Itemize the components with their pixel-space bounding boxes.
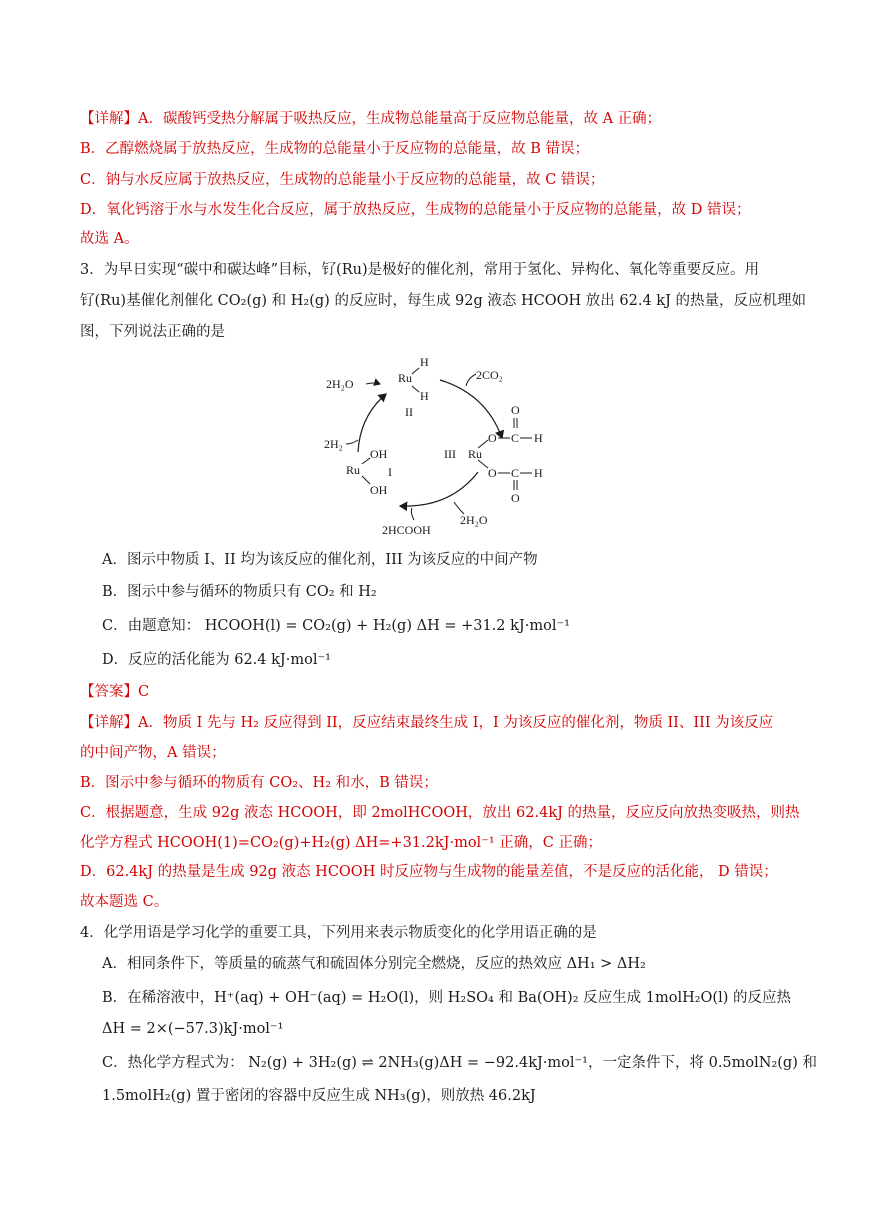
q4-option-b: B．在稀溶液中，H⁺(aq) + OH⁻(aq) = H₂O(l)，则 H₂SO₄ 和 Ba(OH)₂ 反应生成 1molH₂O(l) 的反应热 bbox=[102, 990, 791, 1006]
ru-left: Ru bbox=[346, 463, 361, 477]
q3-line2: 钌(Ru)基催化剂催化 CO₂(g) 和 H₂(g) 的反应时，每生成 92g 液态 HCOOH 放出 62.4 kJ 的热量，反应机理如 bbox=[80, 293, 806, 309]
ru-right: Ru bbox=[468, 447, 483, 461]
oh-2: OH bbox=[370, 483, 388, 497]
label-2hcooh: 2HCOOH bbox=[382, 523, 431, 537]
explain1-d: D．氧化钙溶于水与水发生化合反应，属于放热反应，生成物的总能量小于反应物的总能量，故 D 错误； bbox=[80, 202, 751, 218]
o-bot: O bbox=[511, 491, 520, 505]
h-bot: H bbox=[534, 466, 543, 480]
h-top-1: H bbox=[420, 355, 429, 369]
q3-explain-3b: 化学方程式 HCOOH(1)=CO₂(g)+H₂(g) ΔH=+31.2kJ·mol⁻¹ 正确，C 正确； bbox=[80, 835, 602, 851]
h-top: H bbox=[534, 431, 543, 445]
explain1-c: C．钠与水反应属于放热反应，生成物的总能量小于反应物的总能量，故 C 错误； bbox=[80, 172, 605, 188]
o-top: O bbox=[511, 403, 520, 417]
label-III: III bbox=[444, 447, 456, 461]
explain1-a: 【详解】A．碳酸钙受热分解属于吸热反应，生成物总能量高于反应物总能量，故 A 正确； bbox=[80, 111, 662, 127]
q3-answer: 【答案】C bbox=[80, 684, 150, 700]
q4-option-a: A．相同条件下，等质量的硫蒸气和硫固体分别完全燃烧，反应的热效应 ΔH₁ > ΔH₂ bbox=[102, 956, 646, 972]
c-top: C bbox=[511, 431, 520, 445]
q3-option-b: B．图示中参与循环的物质只有 CO₂ 和 H₂ bbox=[102, 584, 377, 600]
q3-option-a: A．图示中物质 I、II 均为该反应的催化剂，III 为该反应的中间产物 bbox=[102, 552, 538, 568]
explain1-b: B．乙醇燃烧属于放热反应，生成物的总能量小于反应物的总能量，故 B 错误； bbox=[80, 141, 590, 157]
q3-option-d: D．反应的活化能为 62.4 kJ·mol⁻¹ bbox=[102, 652, 331, 668]
q4-option-c-2: 1.5molH₂(g) 置于密闭的容器中反应生成 NH₃(g)，则放热 46.2kJ bbox=[102, 1088, 536, 1104]
q3-option-c: C．由题意知： HCOOH(l) = CO₂(g) + H₂(g) ΔH = +31.2 kJ·mol⁻¹ bbox=[102, 618, 570, 634]
q4-line1: 4．化学用语是学习化学的重要工具，下列用来表示物质变化的化学用语正确的是 bbox=[80, 925, 597, 941]
label-2co2: 2CO₂ bbox=[476, 368, 503, 382]
o-link-bot: O bbox=[488, 466, 497, 480]
h-top-2: H bbox=[420, 389, 429, 403]
q3-line3: 图，下列说法正确的是 bbox=[80, 324, 225, 340]
ru-top: Ru bbox=[398, 371, 413, 385]
o-link-top: O bbox=[488, 431, 497, 445]
oh-1: OH bbox=[370, 447, 388, 461]
q3-explain-3: C．根据题意，生成 92g 液态 HCOOH，即 2molHCOOH，放出 62.4kJ 的热量，反应反向放热变吸热，则热 bbox=[80, 805, 800, 821]
c-bot: C bbox=[511, 466, 520, 480]
label-II: II bbox=[405, 405, 413, 419]
q3-explain-1: 【详解】A．物质 I 先与 H₂ 反应得到 II，反应结束最终生成 I，I 为该反应的催化剂，物质 II、III 为该反应 bbox=[80, 715, 774, 731]
label-I: I bbox=[388, 465, 392, 479]
label-2h2o-left: 2H₂O bbox=[326, 377, 354, 391]
q3-explain-5: 故本题选 C。 bbox=[80, 894, 169, 910]
q4-option-c: C．热化学方程式为： N₂(g) + 3H₂(g) ⇌ 2NH₃(g)ΔH = −92.4kJ·mol⁻¹，一定条件下，将 0.5molN₂(g) 和 bbox=[102, 1055, 817, 1071]
reaction-mechanism-diagram bbox=[318, 352, 556, 540]
q3-explain-4: D．62.4kJ 的热量是生成 92g 液态 HCOOH 时反应物与生成物的能量差值，不是反应的活化能， D 错误； bbox=[80, 864, 778, 880]
q4-option-b-2: ΔH = 2×(−57.3)kJ·mol⁻¹ bbox=[102, 1021, 284, 1037]
q3-explain-2: B．图示中参与循环的物质有 CO₂、H₂ 和水，B 错误； bbox=[80, 775, 438, 791]
q3-explain-1b: 的中间产物，A 错误； bbox=[80, 745, 226, 761]
q3-line1: 3．为早日实现“碳中和碳达峰”目标，钌(Ru)是极好的催化剂，常用于氢化、异构化、氧化等重要反应。用 bbox=[80, 262, 760, 278]
label-2h2: 2H₂ bbox=[324, 437, 343, 451]
explain1-conclusion: 故选 A。 bbox=[80, 231, 139, 247]
label-2h2o-right: 2H₂O bbox=[460, 513, 488, 527]
